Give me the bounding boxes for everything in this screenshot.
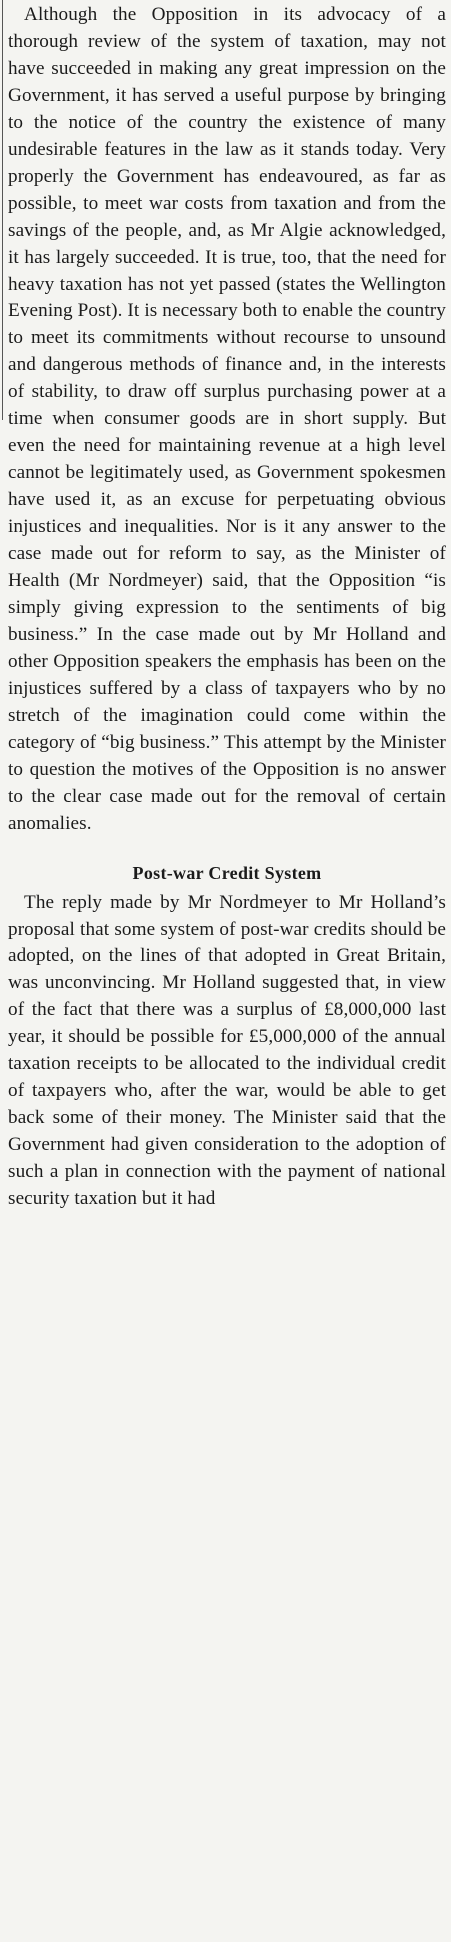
- article-paragraph-2: The reply made by Mr Nordmeyer to Mr Holland’s proposal that some system of post-war credits should be adopted, on the lines of that adopted in Great Britain, was unconvincing. Mr Holland suggested that, in view of the fact that there was a surplus of £8,000,000 last year, it should be possible for £5,000,000 of the annual taxation receipts to be allocated to the individual credit of taxpayers who, after the war, would be able to get back some of their money. The Minister said that the Government had given consideration to the adoption of such a plan in connection with the payment of national security taxation but it had: [8, 891, 446, 1210]
- article-subheading: Post-war Credit System: [132, 862, 322, 883]
- article-paragraph-1: Although the Opposition in its advocacy of a thorough review of the system of taxation, may not have succeeded in making any great impression on the Government, it has served a useful purpose by bringing to the notice of the country the existence of many undesirable features in the law as it stands today. Very properly the Government has endeavoured, as far as possible, to meet war costs from taxation and from the savings of the people, and, as Mr Algie acknowledged, it has largely succeeded. It is true, too, that the need for heavy taxation has not yet passed (states the Wellington Evening Post). It is necessary both to enable the country to meet its commitments without recourse to unsound and dangerous methods of finance and, in the interests of stability, to draw off surplus purchasing power at a time when consumer goods are in short supply. But even the need for maintaining revenue at a high level cannot be legitimately used, as Government spokesmen have used it, as an excuse for perpetuating obvious injustices and inequalities. Nor is it any answer to the case made out for reform to say, as the Minister of Health (Mr Nordmeyer) said, that the Opposition “is simply giving expression to the sentiments of big business.” In the case made out by Mr Holland and other Opposition speakers the emphasis has been on the injustices suffered by a class of taxpayers who by no stretch of the imagination could come within the category of “big business.” This attempt by the Minister to question the motives of the Opposition is no answer to the clear case made out for the removal of certain anomalies.: [8, 4, 446, 834]
- column-rule: [2, 0, 3, 420]
- newspaper-article: [8, 2, 446, 1213]
